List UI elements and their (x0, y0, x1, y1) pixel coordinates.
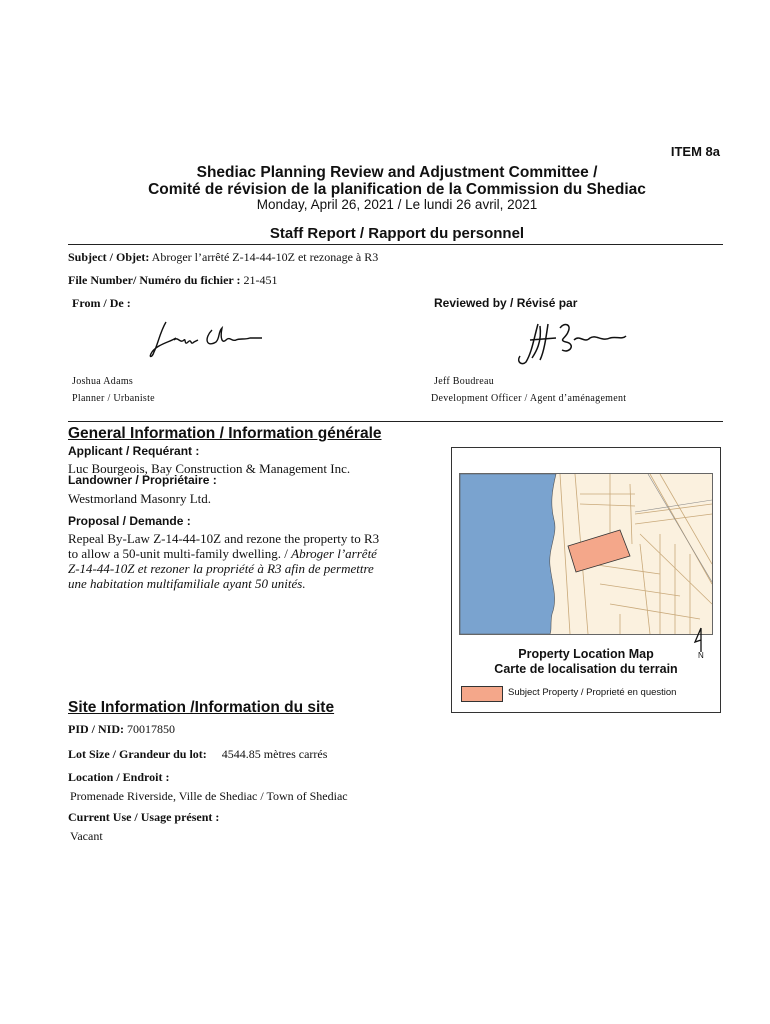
legend-label: Subject Property / Proprieté en question (508, 687, 677, 698)
proposal-line-3: Z-14-44-10Z et rezoner la propriété à R3 afin de permettre (68, 561, 374, 576)
applicant-value: Luc Bourgeois, Bay Construction & Management Inc. (68, 461, 351, 476)
signature-joshua-adams (146, 318, 266, 362)
subject-label: Subject / Objet: (68, 250, 150, 264)
reviewed-label: Reviewed by / Révisé par (434, 296, 578, 310)
proposal-line-4: une habitation multifamiliale ayant 50 unités. (68, 576, 306, 591)
from-title: Planner / Urbaniste (72, 393, 155, 404)
file-number-line (68, 273, 278, 288)
map-graphic (460, 474, 712, 634)
from-name: Joshua Adams (72, 376, 134, 387)
pid-line (68, 722, 175, 737)
committee-title-fr: Comité de révision de la planification de la Commission du Shediac (148, 181, 646, 198)
pid-label: PID / NID: (68, 722, 124, 736)
current-use-label: Current Use / Usage présent : (68, 810, 220, 824)
from-label: From / De : (72, 296, 131, 310)
file-number-value: 21-451 (243, 273, 278, 287)
reviewer-name: Jeff Boudreau (434, 376, 495, 387)
general-info-heading: General Information / Information générale (68, 425, 382, 442)
proposal-line-1: Repeal By-Law Z-14-44-10Z and rezone the property to R3 (68, 531, 380, 546)
landowner-value: Westmorland Masonry Ltd. (68, 491, 212, 506)
signature-divider (68, 421, 723, 422)
subject-value: Abroger l’arrêté Z-14-44-10Z et rezonage à R3 (151, 250, 379, 264)
subject-line (68, 250, 378, 265)
proposal-line-2-plain: to allow a 50-unit multi-family dwelling. / (68, 546, 292, 561)
pid-value: 70017850 (127, 722, 175, 736)
applicant-label: Applicant / Requérant : (68, 444, 200, 458)
property-map (459, 473, 713, 635)
legend-swatch-subject-property (461, 686, 503, 702)
north-label: N (698, 651, 704, 660)
report-title: Staff Report / Rapport du personnel (269, 225, 525, 242)
header-divider (68, 244, 723, 245)
proposal-label: Proposal / Demande : (68, 514, 191, 528)
signature-jeff-boudreau (510, 318, 630, 368)
proposal-line-2 (68, 546, 377, 562)
landowner-label: Landowner / Propriétaire : (68, 473, 217, 487)
location-value: Promenade Riverside, Ville de Shediac / Town of Shediac (70, 789, 348, 803)
map-title-en: Property Location Map (518, 647, 654, 661)
lot-size-line (68, 747, 327, 762)
lot-size-value: 4544.85 mètres carrés (221, 747, 328, 761)
file-number-label: File Number/ Numéro du fichier : (68, 273, 241, 287)
current-use-value: Vacant (70, 829, 103, 843)
reviewer-title: Development Officer / Agent d’aménagement (431, 393, 627, 404)
location-label: Location / Endroit : (68, 770, 170, 784)
meeting-date: Monday, April 26, 2021 / Le lundi 26 avril, 2021 (256, 197, 538, 212)
lot-size-label: Lot Size / Grandeur du lot: (68, 747, 207, 761)
site-info-heading: Site Information /Information du site (68, 699, 335, 716)
property-location-map-box (451, 447, 721, 713)
committee-title-en: Shediac Planning Review and Adjustment Committee / (196, 164, 598, 181)
proposal-line-2-italic: Abroger l’arrêté (291, 546, 377, 561)
map-title-fr: Carte de localisation du terrain (494, 662, 678, 676)
item-number: ITEM 8a (670, 144, 720, 159)
